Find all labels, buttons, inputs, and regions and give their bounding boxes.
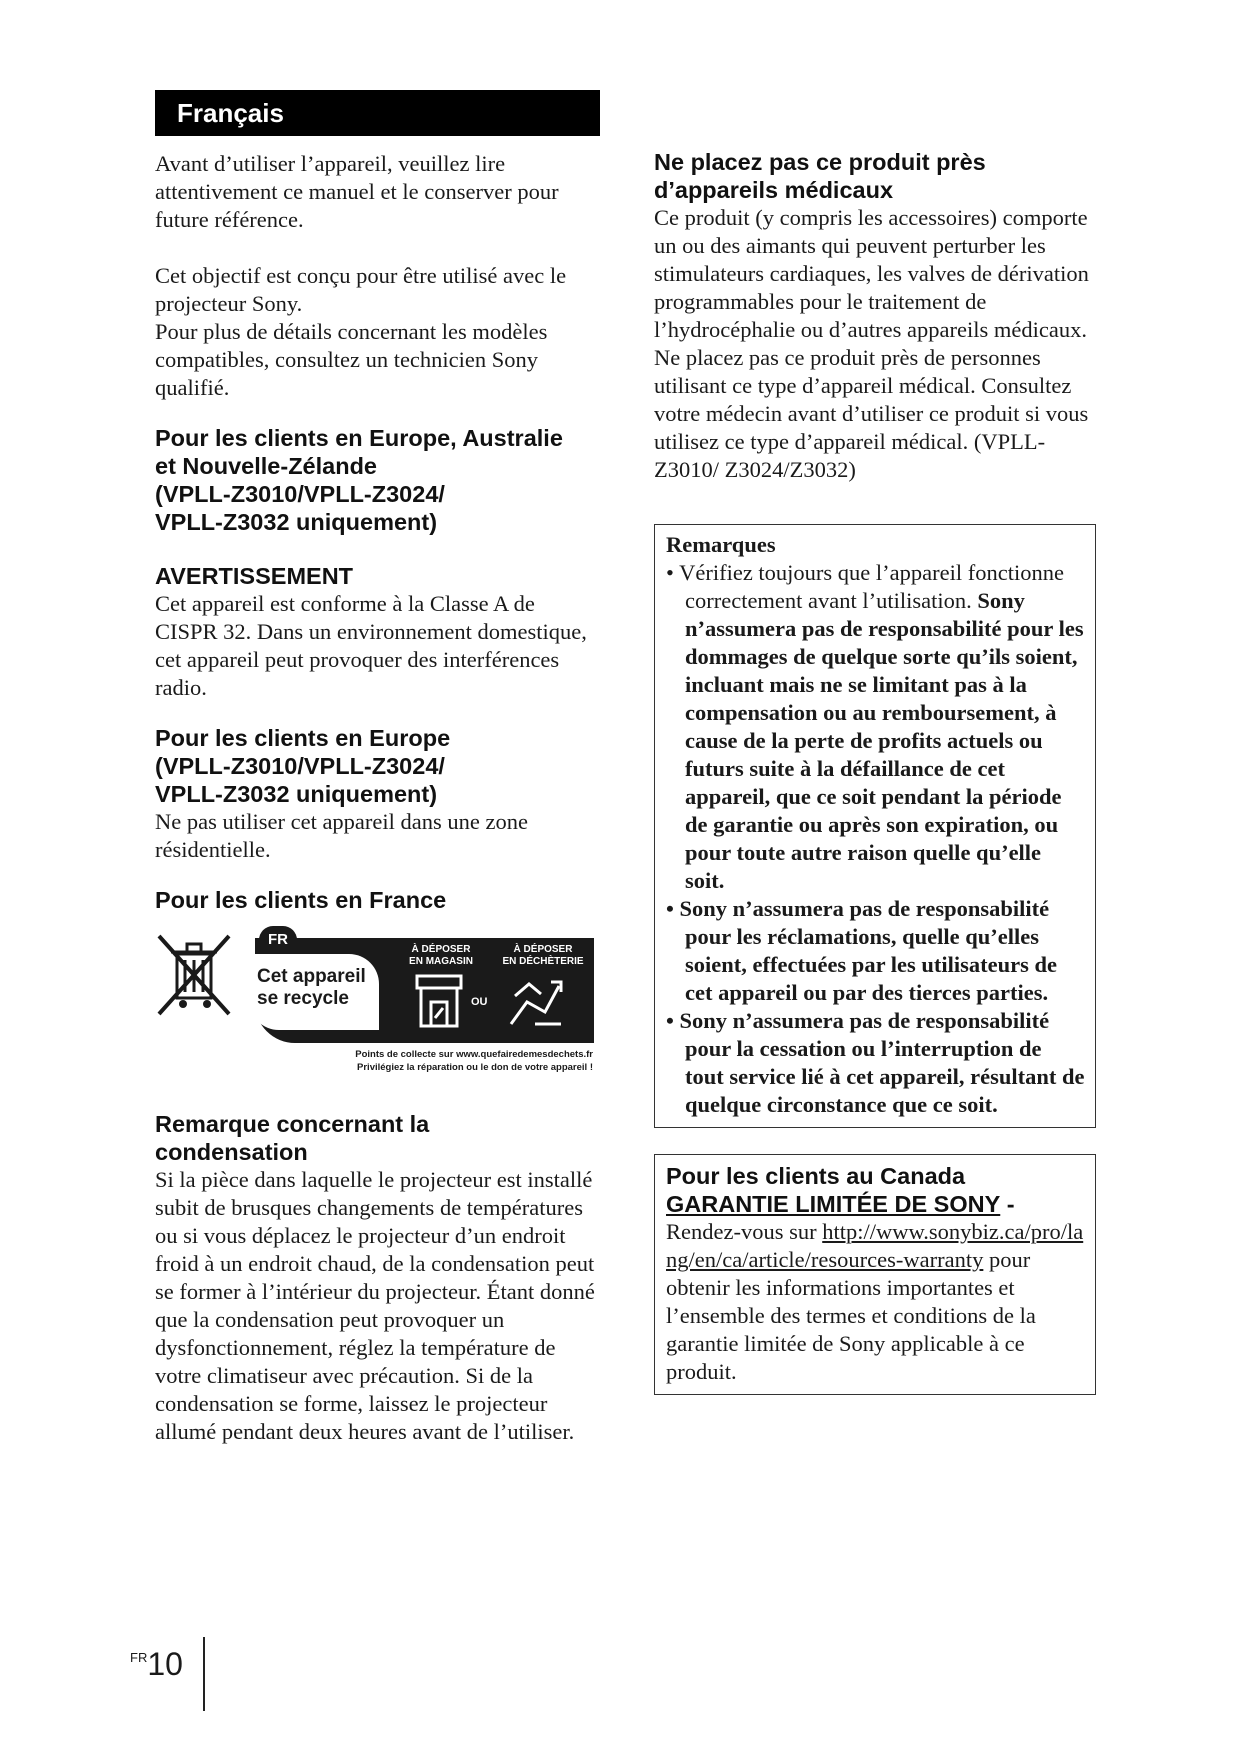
medical-heading: Ne placez pas ce produit près d’appareils médicaux	[654, 149, 986, 203]
fr-badge: FR	[259, 926, 297, 954]
crossed-bin-icon	[155, 932, 233, 1018]
list-item: • Vérifiez toujours que l’appareil fonctionne correctement avant l’utilisation. Sony n’assumera pas de responsabilité pour les dommages de quelque sorte qu’ils soient, incluant mais ne se limitant pas à la compensation ou au remboursement, à cause de la perte de profits actuels ou futurs suite à la défaillance de cet appareil, que ce soit pendant la période de garantie ou après son expiration, ou pour toute autre raison quelle qu’elle soit.	[666, 559, 1085, 895]
right-column	[654, 148, 1096, 1395]
recycle-text: Cet appareil se recycle	[257, 966, 366, 1009]
remarks-list	[666, 559, 1085, 1119]
condensation-text: Si la pièce dans laquelle le projecteur est installé subit de brusques changements de températures ou si vous déplacez le projecteur d’un endroit froid à un endroit chaud, de la condensation peut se former à l’intérieur du projecteur. Étant donné que la condensation peut provoquer un dysfonctionnement, réglez la température de votre climatiseur avec précaution. Si de la condensation se forme, laissez le projecteur allumé pendant deux heures avant de l’utiliser.	[155, 1167, 595, 1444]
dump-label: À DÉPOSER EN DÉCHÈTERIE	[502, 944, 584, 967]
section-title: Français	[155, 90, 600, 136]
shop-icon	[413, 972, 465, 1030]
warning-heading: AVERTISSEMENT	[155, 563, 354, 589]
canada-heading: Pour les clients au Canada	[666, 1163, 966, 1189]
canada-text: Rendez-vous sur http://www.sonybiz.ca/pro/lang/en/ca/article/resources-warranty pour obtenir les informations importantes et l’ensemble des termes et conditions de la garantie limitée de Sony applicable à ce produit.	[666, 1219, 1084, 1384]
list-item: • Sony n’assumera pas de responsabilité pour la cessation ou l’interruption de tout service lié à cet appareil, résultant de quelque circonstance que ce soit.	[666, 1007, 1085, 1119]
europe-text: Ne pas utiliser cet appareil dans une zone résidentielle.	[155, 809, 528, 862]
page-number-divider	[203, 1637, 205, 1711]
store-label: À DÉPOSER EN MAGASIN	[409, 944, 473, 967]
left-column	[155, 90, 600, 1446]
warranty-link[interactable]: http://www.sonybiz.ca/pro/lang/en/ca/article/resources-warranty	[666, 1219, 1084, 1272]
canada-box	[654, 1154, 1096, 1395]
dump-icon	[505, 972, 567, 1030]
models-info: Pour plus de détails concernant les modèles compatibles, consultez un technicien Sony qualifié.	[155, 319, 548, 400]
recycling-logo	[155, 928, 600, 1088]
europe-heading: Pour les clients en Europe (VPLL-Z3010/VPLL-Z3024/ VPLL-Z3032 uniquement)	[155, 725, 451, 807]
warning-text: Cet appareil est conforme à la Classe A de CISPR 32. Dans un environnement domestique, cet appareil peut provoquer des interférences radio.	[155, 591, 587, 700]
lens-info: Cet objectif est conçu pour être utilisé avec le projecteur Sony.	[155, 263, 567, 316]
medical-text: Ce produit (y compris les accessoires) comporte un ou des aimants qui peuvent perturber les stimulateurs cardiaques, les valves de dérivation programmables pour le traitement de l’hydrocéphalie ou d’autres appareils médicaux. Ne placez pas ce produit près de personnes utilisant ce type d’appareil médical. Consultez votre médecin avant d’utiliser ce produit si vous utilisez ce type d’appareil médical. (VPLL-Z3010/ Z3024/Z3032)	[654, 205, 1089, 482]
logo-footer: Points de collecte sur www.quefairedemesdechets.fr Privilégiez la réparation ou le don de votre appareil !	[355, 1049, 593, 1073]
page-number: $^{FR}$10	[130, 1646, 183, 1682]
eu-au-nz-heading: Pour les clients en Europe, Australie et Nouvelle-Zélande (VPLL-Z3010/VPLL-Z3024/ VPLL-Z3032 uniquement)	[155, 425, 563, 535]
france-heading: Pour les clients en France	[155, 887, 447, 913]
remarks-title: Remarques	[666, 532, 776, 557]
remarks-box	[654, 524, 1096, 1128]
warranty-title: GARANTIE LIMITÉE DE SONY -	[666, 1191, 1015, 1217]
condensation-heading: Remarque concernant la condensation	[155, 1111, 430, 1165]
or-label: OU	[471, 996, 488, 1008]
intro-paragraph: Avant d’utiliser l’appareil, veuillez lire attentivement ce manuel et le conserver pour future référence.	[155, 151, 559, 232]
list-item: • Sony n’assumera pas de responsabilité pour les réclamations, quelle qu’elles soient, effectuées par les utilisateurs de cet appareil ou par des tierces parties.	[666, 895, 1085, 1007]
